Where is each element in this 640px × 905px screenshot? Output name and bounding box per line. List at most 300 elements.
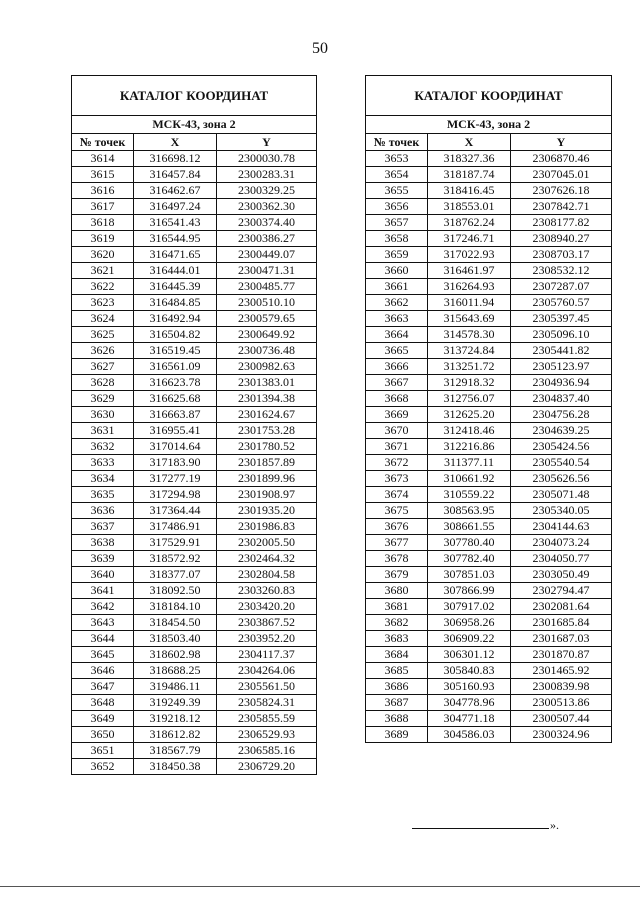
cell-y: 2304073.24	[511, 535, 612, 551]
table-row	[366, 567, 612, 583]
column-header-point-number: № точек	[72, 134, 134, 151]
cell-point-number: 3643	[72, 615, 134, 631]
table-row	[366, 679, 612, 695]
cell-x: 318184.10	[134, 599, 217, 615]
table-row	[366, 615, 612, 631]
table-row	[72, 199, 317, 215]
table-row	[72, 759, 317, 775]
cell-y: 2304264.06	[217, 663, 317, 679]
cell-y: 2305096.10	[511, 327, 612, 343]
cell-y: 2301908.97	[217, 487, 317, 503]
cell-x: 316445.39	[134, 279, 217, 295]
table-row	[366, 551, 612, 567]
cell-point-number: 3654	[366, 167, 428, 183]
cell-y: 2301394.38	[217, 391, 317, 407]
cell-point-number: 3674	[366, 487, 428, 503]
cell-point-number: 3652	[72, 759, 134, 775]
table-row	[366, 375, 612, 391]
cell-y: 2301465.92	[511, 663, 612, 679]
table-row	[72, 743, 317, 759]
table-row	[72, 647, 317, 663]
cell-x: 306909.22	[428, 631, 511, 647]
cell-point-number: 3663	[366, 311, 428, 327]
cell-y: 2303260.83	[217, 583, 317, 599]
cell-y: 2302464.32	[217, 551, 317, 567]
cell-x: 316011.94	[428, 295, 511, 311]
table-row	[366, 695, 612, 711]
cell-x: 317364.44	[134, 503, 217, 519]
table-row	[366, 439, 612, 455]
cell-x: 312418.46	[428, 423, 511, 439]
cell-y: 2300374.40	[217, 215, 317, 231]
table-row	[72, 279, 317, 295]
cell-point-number: 3620	[72, 247, 134, 263]
table-row	[72, 487, 317, 503]
cell-x: 316444.01	[134, 263, 217, 279]
cell-x: 317294.98	[134, 487, 217, 503]
cell-x: 318602.98	[134, 647, 217, 663]
table-row	[366, 423, 612, 439]
table-row	[72, 311, 317, 327]
cell-y: 2301899.96	[217, 471, 317, 487]
cell-y: 2305760.57	[511, 295, 612, 311]
table-row	[366, 647, 612, 663]
cell-point-number: 3630	[72, 407, 134, 423]
table-row	[72, 551, 317, 567]
cell-y: 2300982.63	[217, 359, 317, 375]
cell-y: 2305071.48	[511, 487, 612, 503]
table-row	[366, 583, 612, 599]
table-row	[72, 727, 317, 743]
table-row	[366, 199, 612, 215]
table-row	[72, 599, 317, 615]
table-row	[72, 151, 317, 167]
cell-point-number: 3632	[72, 439, 134, 455]
table-row	[72, 343, 317, 359]
cell-x: 318612.82	[134, 727, 217, 743]
cell-y: 2308940.27	[511, 231, 612, 247]
cell-y: 2306585.16	[217, 743, 317, 759]
table-row	[72, 711, 317, 727]
cell-point-number: 3631	[72, 423, 134, 439]
cell-point-number: 3646	[72, 663, 134, 679]
cell-y: 2300513.86	[511, 695, 612, 711]
cell-point-number: 3679	[366, 567, 428, 583]
table-row	[366, 535, 612, 551]
cell-y: 2304936.94	[511, 375, 612, 391]
cell-y: 2300386.27	[217, 231, 317, 247]
cell-y: 2300510.10	[217, 295, 317, 311]
cell-y: 2302005.50	[217, 535, 317, 551]
catalog-zone: МСК-43, зона 2	[366, 116, 612, 134]
cell-y: 2304639.25	[511, 423, 612, 439]
table-row	[72, 679, 317, 695]
cell-x: 306958.26	[428, 615, 511, 631]
cell-point-number: 3684	[366, 647, 428, 663]
table-row	[366, 151, 612, 167]
table-row	[72, 535, 317, 551]
cell-y: 2305424.56	[511, 439, 612, 455]
cell-y: 2304050.77	[511, 551, 612, 567]
cell-point-number: 3658	[366, 231, 428, 247]
table-row	[72, 359, 317, 375]
cell-y: 2305397.45	[511, 311, 612, 327]
table-row	[366, 727, 612, 743]
cell-y: 2302794.47	[511, 583, 612, 599]
column-header-x: X	[134, 134, 217, 151]
table-row	[366, 631, 612, 647]
cell-x: 313724.84	[428, 343, 511, 359]
cell-point-number: 3664	[366, 327, 428, 343]
cell-point-number: 3635	[72, 487, 134, 503]
cell-point-number: 3638	[72, 535, 134, 551]
closing-quote: ».	[550, 818, 559, 832]
cell-y: 2300839.98	[511, 679, 612, 695]
cell-y: 2300324.96	[511, 727, 612, 743]
cell-point-number: 3672	[366, 455, 428, 471]
cell-x: 317183.90	[134, 455, 217, 471]
cell-x: 310559.22	[428, 487, 511, 503]
cell-point-number: 3687	[366, 695, 428, 711]
cell-x: 316264.93	[428, 279, 511, 295]
cell-y: 2301687.03	[511, 631, 612, 647]
table-row	[72, 407, 317, 423]
table-row	[72, 167, 317, 183]
table-row	[366, 279, 612, 295]
cell-y: 2301624.67	[217, 407, 317, 423]
cell-point-number: 3641	[72, 583, 134, 599]
table-row	[366, 407, 612, 423]
cell-y: 2305123.97	[511, 359, 612, 375]
table-row	[72, 439, 317, 455]
cell-point-number: 3627	[72, 359, 134, 375]
cell-x: 318092.50	[134, 583, 217, 599]
cell-point-number: 3653	[366, 151, 428, 167]
cell-x: 318762.24	[428, 215, 511, 231]
table-row	[72, 231, 317, 247]
cell-y: 2305340.05	[511, 503, 612, 519]
cell-x: 316663.87	[134, 407, 217, 423]
cell-point-number: 3662	[366, 295, 428, 311]
coordinate-catalog-table-right	[365, 75, 612, 743]
cell-x: 316544.95	[134, 231, 217, 247]
cell-y: 2305855.59	[217, 711, 317, 727]
cell-x: 318327.36	[428, 151, 511, 167]
coordinate-catalog-table-left	[71, 75, 317, 775]
cell-x: 314578.30	[428, 327, 511, 343]
table-row	[72, 215, 317, 231]
cell-y: 2303867.52	[217, 615, 317, 631]
cell-x: 316471.65	[134, 247, 217, 263]
cell-x: 307917.02	[428, 599, 511, 615]
column-header-x: X	[428, 134, 511, 151]
cell-point-number: 3666	[366, 359, 428, 375]
cell-point-number: 3685	[366, 663, 428, 679]
cell-y: 2304837.40	[511, 391, 612, 407]
cell-x: 317529.91	[134, 535, 217, 551]
cell-x: 316497.24	[134, 199, 217, 215]
table-row	[366, 487, 612, 503]
cell-point-number: 3686	[366, 679, 428, 695]
cell-point-number: 3625	[72, 327, 134, 343]
cell-y: 2307626.18	[511, 183, 612, 199]
cell-x: 307851.03	[428, 567, 511, 583]
table-row	[366, 343, 612, 359]
cell-x: 312216.86	[428, 439, 511, 455]
cell-y: 2300329.25	[217, 183, 317, 199]
cell-point-number: 3676	[366, 519, 428, 535]
cell-y: 2305626.56	[511, 471, 612, 487]
table-row	[72, 567, 317, 583]
cell-x: 316457.84	[134, 167, 217, 183]
cell-point-number: 3639	[72, 551, 134, 567]
cell-point-number: 3683	[366, 631, 428, 647]
table-row	[366, 663, 612, 679]
cell-point-number: 3677	[366, 535, 428, 551]
cell-point-number: 3659	[366, 247, 428, 263]
cell-point-number: 3665	[366, 343, 428, 359]
cell-point-number: 3616	[72, 183, 134, 199]
table-row	[366, 391, 612, 407]
cell-point-number: 3637	[72, 519, 134, 535]
cell-x: 317277.19	[134, 471, 217, 487]
cell-y: 2300030.78	[217, 151, 317, 167]
page-bottom-rule	[0, 886, 640, 887]
cell-y: 2305561.50	[217, 679, 317, 695]
cell-y: 2300485.77	[217, 279, 317, 295]
cell-y: 2303050.49	[511, 567, 612, 583]
cell-x: 316561.09	[134, 359, 217, 375]
table-row	[366, 327, 612, 343]
cell-point-number: 3656	[366, 199, 428, 215]
table-row	[366, 599, 612, 615]
cell-point-number: 3647	[72, 679, 134, 695]
cell-point-number: 3645	[72, 647, 134, 663]
cell-point-number: 3621	[72, 263, 134, 279]
cell-point-number: 3678	[366, 551, 428, 567]
table-row	[366, 503, 612, 519]
cell-y: 2304756.28	[511, 407, 612, 423]
cell-x: 315643.69	[428, 311, 511, 327]
cell-x: 316625.68	[134, 391, 217, 407]
cell-x: 318187.74	[428, 167, 511, 183]
cell-x: 307780.40	[428, 535, 511, 551]
cell-x: 316492.94	[134, 311, 217, 327]
page-number: 50	[312, 40, 328, 57]
cell-y: 2300507.44	[511, 711, 612, 727]
table-row	[366, 295, 612, 311]
cell-x: 307866.99	[428, 583, 511, 599]
cell-x: 318450.38	[134, 759, 217, 775]
table-row	[366, 247, 612, 263]
table-row	[366, 471, 612, 487]
cell-x: 316504.82	[134, 327, 217, 343]
cell-x: 304778.96	[428, 695, 511, 711]
cell-y: 2301857.89	[217, 455, 317, 471]
cell-point-number: 3626	[72, 343, 134, 359]
cell-x: 316623.78	[134, 375, 217, 391]
signature-underline	[412, 828, 549, 829]
cell-y: 2301753.28	[217, 423, 317, 439]
cell-x: 308563.95	[428, 503, 511, 519]
cell-point-number: 3648	[72, 695, 134, 711]
cell-y: 2307842.71	[511, 199, 612, 215]
cell-y: 2308177.82	[511, 215, 612, 231]
cell-point-number: 3619	[72, 231, 134, 247]
cell-x: 304771.18	[428, 711, 511, 727]
table-row	[366, 455, 612, 471]
cell-point-number: 3649	[72, 711, 134, 727]
cell-x: 317246.71	[428, 231, 511, 247]
cell-x: 312756.07	[428, 391, 511, 407]
cell-y: 2300471.31	[217, 263, 317, 279]
cell-x: 317022.93	[428, 247, 511, 263]
cell-x: 316955.41	[134, 423, 217, 439]
cell-x: 316484.85	[134, 295, 217, 311]
cell-y: 2306870.46	[511, 151, 612, 167]
cell-x: 319486.11	[134, 679, 217, 695]
cell-point-number: 3615	[72, 167, 134, 183]
cell-y: 2301870.87	[511, 647, 612, 663]
cell-x: 305160.93	[428, 679, 511, 695]
cell-point-number: 3688	[366, 711, 428, 727]
catalog-title: КАТАЛОГ КООРДИНАТ	[366, 76, 612, 116]
cell-x: 316462.67	[134, 183, 217, 199]
cell-point-number: 3655	[366, 183, 428, 199]
cell-point-number: 3640	[72, 567, 134, 583]
cell-x: 317486.91	[134, 519, 217, 535]
cell-point-number: 3660	[366, 263, 428, 279]
cell-x: 312625.20	[428, 407, 511, 423]
cell-point-number: 3668	[366, 391, 428, 407]
cell-point-number: 3682	[366, 615, 428, 631]
table-row	[72, 295, 317, 311]
cell-point-number: 3661	[366, 279, 428, 295]
cell-point-number: 3669	[366, 407, 428, 423]
cell-y: 2305540.54	[511, 455, 612, 471]
cell-y: 2303420.20	[217, 599, 317, 615]
table-row	[366, 231, 612, 247]
cell-point-number: 3650	[72, 727, 134, 743]
cell-x: 316698.12	[134, 151, 217, 167]
cell-y: 2308532.12	[511, 263, 612, 279]
cell-y: 2301383.01	[217, 375, 317, 391]
cell-y: 2307287.07	[511, 279, 612, 295]
cell-y: 2300736.48	[217, 343, 317, 359]
cell-point-number: 3633	[72, 455, 134, 471]
cell-x: 308661.55	[428, 519, 511, 535]
cell-point-number: 3681	[366, 599, 428, 615]
cell-y: 2301935.20	[217, 503, 317, 519]
cell-y: 2306529.93	[217, 727, 317, 743]
table-row	[72, 455, 317, 471]
cell-point-number: 3617	[72, 199, 134, 215]
cell-point-number: 3673	[366, 471, 428, 487]
cell-x: 317014.64	[134, 439, 217, 455]
cell-y: 2308703.17	[511, 247, 612, 263]
cell-point-number: 3675	[366, 503, 428, 519]
cell-point-number: 3651	[72, 743, 134, 759]
cell-y: 2300649.92	[217, 327, 317, 343]
cell-point-number: 3657	[366, 215, 428, 231]
cell-y: 2301986.83	[217, 519, 317, 535]
cell-y: 2300579.65	[217, 311, 317, 327]
cell-x: 318567.79	[134, 743, 217, 759]
cell-x: 318416.45	[428, 183, 511, 199]
table-row	[72, 247, 317, 263]
cell-point-number: 3671	[366, 439, 428, 455]
cell-y: 2306729.20	[217, 759, 317, 775]
cell-x: 311377.11	[428, 455, 511, 471]
cell-x: 313251.72	[428, 359, 511, 375]
cell-y: 2304117.37	[217, 647, 317, 663]
cell-x: 318553.01	[428, 199, 511, 215]
column-header-y: Y	[217, 134, 317, 151]
table-row	[366, 711, 612, 727]
table-row	[366, 183, 612, 199]
cell-x: 318454.50	[134, 615, 217, 631]
table-row	[366, 519, 612, 535]
cell-x: 318688.25	[134, 663, 217, 679]
catalog-title: КАТАЛОГ КООРДИНАТ	[72, 76, 317, 116]
table-row	[72, 583, 317, 599]
cell-point-number: 3614	[72, 151, 134, 167]
cell-point-number: 3667	[366, 375, 428, 391]
table-row	[366, 167, 612, 183]
column-header-y: Y	[511, 134, 612, 151]
cell-x: 312918.32	[428, 375, 511, 391]
table-row	[72, 663, 317, 679]
cell-y: 2301780.52	[217, 439, 317, 455]
cell-point-number: 3670	[366, 423, 428, 439]
table-row	[72, 423, 317, 439]
cell-point-number: 3629	[72, 391, 134, 407]
table-row	[72, 519, 317, 535]
cell-y: 2300283.31	[217, 167, 317, 183]
table-row	[366, 311, 612, 327]
cell-x: 319249.39	[134, 695, 217, 711]
cell-point-number: 3622	[72, 279, 134, 295]
table-row	[366, 359, 612, 375]
cell-x: 310661.92	[428, 471, 511, 487]
cell-y: 2305824.31	[217, 695, 317, 711]
cell-x: 306301.12	[428, 647, 511, 663]
cell-x: 318503.40	[134, 631, 217, 647]
table-row	[72, 503, 317, 519]
cell-point-number: 3636	[72, 503, 134, 519]
cell-x: 319218.12	[134, 711, 217, 727]
table-row	[72, 391, 317, 407]
cell-y: 2304144.63	[511, 519, 612, 535]
cell-point-number: 3623	[72, 295, 134, 311]
cell-y: 2302081.64	[511, 599, 612, 615]
cell-y: 2305441.82	[511, 343, 612, 359]
cell-point-number: 3634	[72, 471, 134, 487]
cell-point-number: 3642	[72, 599, 134, 615]
cell-point-number: 3618	[72, 215, 134, 231]
cell-y: 2302804.58	[217, 567, 317, 583]
table-row	[72, 471, 317, 487]
table-row	[366, 215, 612, 231]
cell-y: 2300362.30	[217, 199, 317, 215]
cell-point-number: 3680	[366, 583, 428, 599]
cell-x: 318377.07	[134, 567, 217, 583]
cell-x: 316461.97	[428, 263, 511, 279]
table-row	[72, 631, 317, 647]
catalog-zone: МСК-43, зона 2	[72, 116, 317, 134]
table-row	[72, 375, 317, 391]
cell-y: 2301685.84	[511, 615, 612, 631]
